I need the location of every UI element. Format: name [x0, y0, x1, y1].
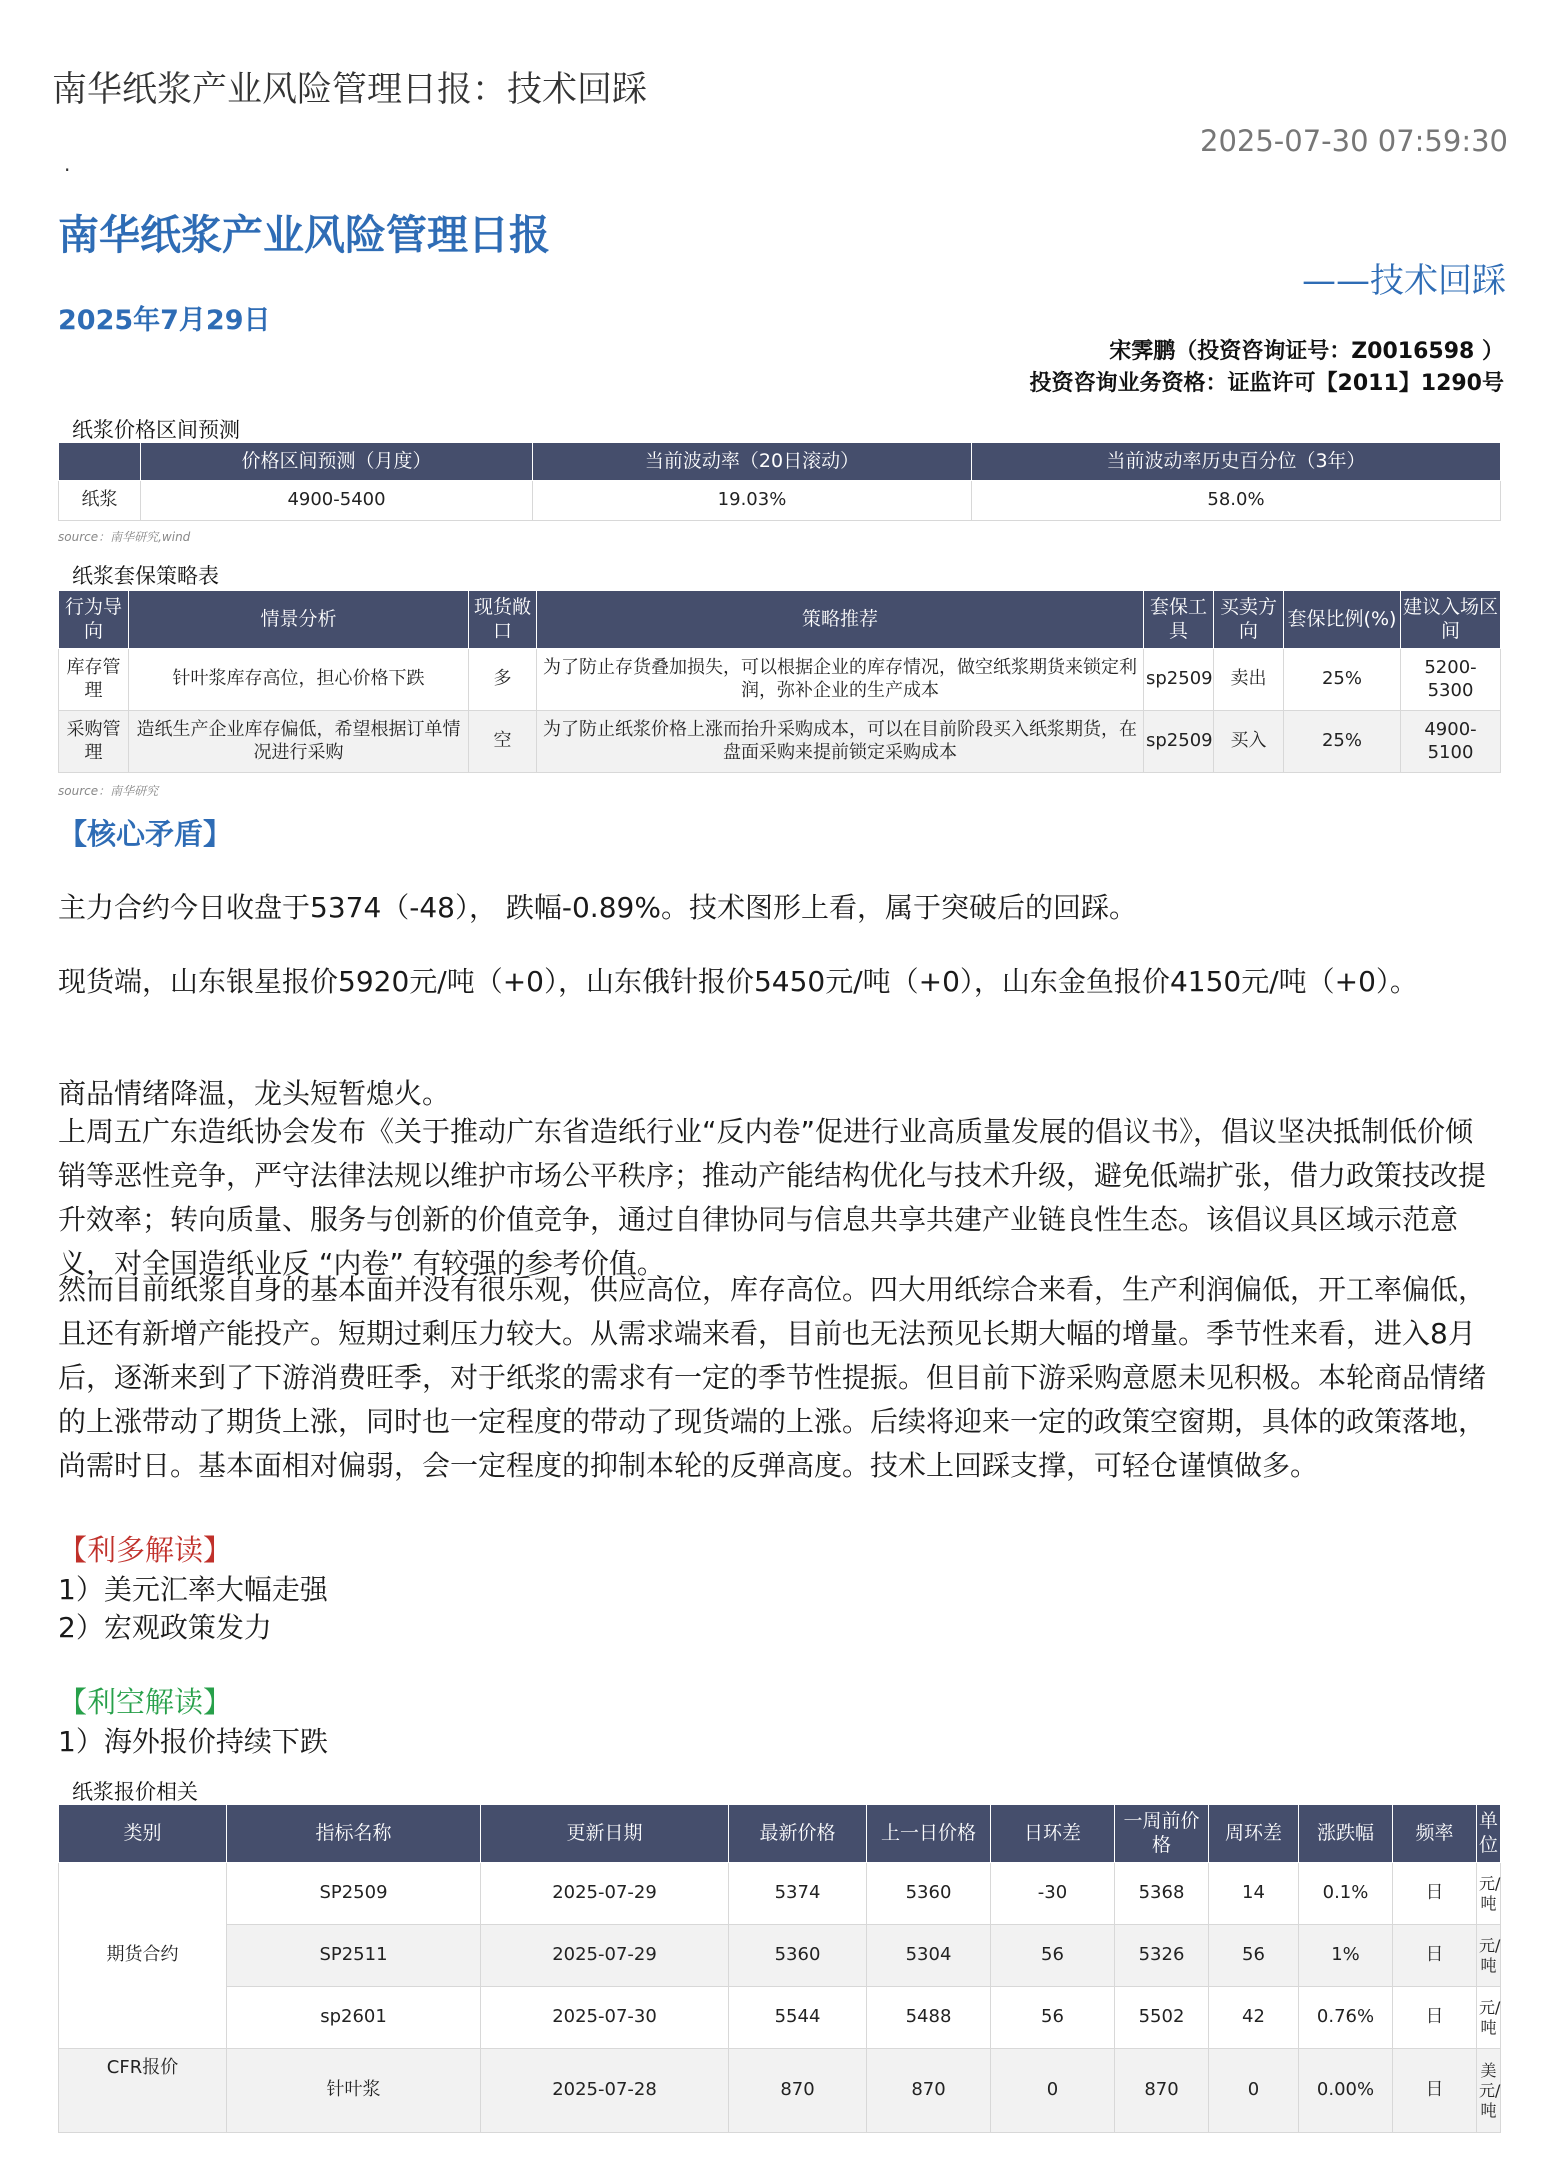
hedge-strategy-caption: 纸浆套保策略表 — [72, 564, 219, 588]
table-cell: 19.03% — [533, 481, 972, 521]
table-row — [59, 649, 1501, 711]
core-paragraph-5: 然而目前纸浆自身的基本面并没有很乐观，供应高位，库存高位。四大用纸综合来看，生产利润偏低，开工率偏低，且还有新增产能投产。短期过剩压力较大。从需求端来看，目前也无法预见长期大幅的增量。季节性来看，进入8月后，逐渐来到了下游消费旺季，对于纸浆的需求有一定的季节性提振。但目前下游采购意愿未见积极。本轮商品情绪的上涨带动了期货上涨，同时也一定程度的带动了现货端的上涨。后续将迎来一定的政策空窗期，具体的政策落地，尚需时日。基本面相对偏弱，会一定程度的抑制本轮的反弹高度。技术上回踩支撑，可轻仓谨慎做多。 — [58, 1273, 1487, 1482]
table-cell: 0.00% — [1299, 2049, 1393, 2133]
table-header-cell: 套保比例(%) — [1284, 591, 1401, 649]
table-row — [59, 1925, 1501, 1987]
bearish-heading: 【利空解读】 — [58, 1685, 233, 1719]
report-subtitle: ——技术回踩 — [1302, 261, 1506, 301]
table-cell: sp2601 — [227, 1987, 481, 2049]
table-cell: 2025-07-29 — [481, 1925, 729, 1987]
table-cell: 2025-07-29 — [481, 1863, 729, 1925]
table-cell: 元/吨 — [1477, 1925, 1501, 1987]
table-header-cell: 指标名称 — [227, 1805, 481, 1863]
table-cell: 5374 — [729, 1863, 867, 1925]
source-note: source：南华研究 — [58, 784, 159, 798]
table-header-cell: 套保工具 — [1144, 591, 1214, 649]
table-header-cell: 周环差 — [1209, 1805, 1299, 1863]
table-cell: 多 — [469, 649, 537, 711]
table-header-row — [59, 1805, 1501, 1863]
table-header-cell: 买卖方向 — [1214, 591, 1284, 649]
table-cell: 为了防止存货叠加损失，可以根据企业的库存情况，做空纸浆期货来锁定利润，弥补企业的生产成本 — [537, 649, 1144, 711]
table-header-cell: 一周前价格 — [1115, 1805, 1209, 1863]
table-cell: 元/吨 — [1477, 1863, 1501, 1925]
table-cell: 870 — [729, 2049, 867, 2133]
publish-timestamp: 2025-07-30 07:59:30 — [1200, 124, 1508, 158]
certification-line: 投资咨询业务资格：证监许可【2011】1290号 — [1029, 371, 1504, 396]
bearish-item: 1）海外报价持续下跌 — [58, 1725, 328, 1758]
table-cell: 纸浆 — [59, 481, 141, 521]
table-cell: 5200-5300 — [1401, 649, 1501, 711]
table-cell: 买入 — [1214, 711, 1284, 773]
table-row — [59, 711, 1501, 773]
table-cell: 0.1% — [1299, 1863, 1393, 1925]
table-header-cell: 单位 — [1477, 1805, 1501, 1863]
table-row — [59, 1863, 1501, 1925]
table-cell: 日 — [1393, 1863, 1477, 1925]
table-cell: 56 — [991, 1925, 1115, 1987]
author-line: 宋霁鹏（投资咨询证号：Z0016598 ） — [1109, 339, 1504, 364]
table-cell: 2025-07-30 — [481, 1987, 729, 2049]
table-cell: 库存管理 — [59, 649, 129, 711]
table-cell: 美元/吨 — [1477, 2049, 1501, 2133]
core-paragraph-2: 现货端，山东银星报价5920元/吨（+0），山东俄针报价5450元/吨（+0），山东金鱼报价4150元/吨（+0）。 — [58, 965, 1418, 998]
table-cell: sp2509 — [1144, 649, 1214, 711]
table-cell: 2025-07-28 — [481, 2049, 729, 2133]
table-cell: 14 — [1209, 1863, 1299, 1925]
table-cell: 56 — [1209, 1925, 1299, 1987]
table-header-cell: 最新价格 — [729, 1805, 867, 1863]
source-note: source：南华研究,wind — [58, 530, 191, 544]
price-range-caption: 纸浆价格区间预测 — [72, 418, 240, 442]
table-header-cell: 价格区间预测（月度） — [141, 443, 533, 481]
table-cell: 为了防止纸浆价格上涨而抬升采购成本，可以在目前阶段买入纸浆期货，在盘面采购来提前锁定采购成本 — [537, 711, 1144, 773]
table-cell: 采购管理 — [59, 711, 129, 773]
table-cell: 日 — [1393, 1987, 1477, 2049]
table-header-row — [59, 591, 1501, 649]
table-cell: 5488 — [867, 1987, 991, 2049]
table-cell: 5360 — [867, 1863, 991, 1925]
table-row — [59, 2049, 1501, 2133]
table-header-cell: 日环差 — [991, 1805, 1115, 1863]
pulp-quotes-caption: 纸浆报价相关 — [72, 1780, 198, 1804]
table-header-cell: 类别 — [59, 1805, 227, 1863]
table-header-cell: 上一日价格 — [867, 1805, 991, 1863]
category-cell: CFR报价 — [59, 2049, 227, 2133]
page-title: 南华纸浆产业风险管理日报：技术回踩 — [52, 70, 648, 110]
table-cell: 58.0% — [972, 481, 1501, 521]
bullish-item: 2）宏观政策发力 — [58, 1611, 272, 1644]
table-cell: SP2511 — [227, 1925, 481, 1987]
table-cell: 元/吨 — [1477, 1987, 1501, 2049]
table-cell: 日 — [1393, 1925, 1477, 1987]
core-paragraph-3: 商品情绪降温，龙头短暂熄火。 — [58, 1077, 451, 1110]
report-title: 南华纸浆产业风险管理日报 — [58, 211, 550, 259]
table-header-cell: 频率 — [1393, 1805, 1477, 1863]
table-cell: 5326 — [1115, 1925, 1209, 1987]
table-header-cell: 现货敞口 — [469, 591, 537, 649]
table-cell: 5360 — [729, 1925, 867, 1987]
table-header-cell: 更新日期 — [481, 1805, 729, 1863]
table-cell: 25% — [1284, 649, 1401, 711]
table-header-row — [59, 443, 1501, 481]
table-cell: 870 — [1115, 2049, 1209, 2133]
bullish-heading: 【利多解读】 — [58, 1533, 233, 1567]
bullish-item: 1）美元汇率大幅走强 — [58, 1573, 328, 1606]
table-cell: 0 — [1209, 2049, 1299, 2133]
table-header-cell: 涨跌幅 — [1299, 1805, 1393, 1863]
table-cell: 造纸生产企业库存偏低，希望根据订单情况进行采购 — [129, 711, 469, 773]
table-header-cell: 策略推荐 — [537, 591, 1144, 649]
pulp-quotes-table — [58, 1804, 1501, 2133]
table-cell: 卖出 — [1214, 649, 1284, 711]
table-cell: 针叶浆 — [227, 2049, 481, 2133]
table-header-cell: 行为导向 — [59, 591, 129, 649]
table-cell: 空 — [469, 711, 537, 773]
core-paragraph-1: 主力合约今日收盘于5374（-48）， 跌幅-0.89%。技术图形上看，属于突破后的回踩。 — [58, 891, 1137, 924]
table-cell: 针叶浆库存高位，担心价格下跌 — [129, 649, 469, 711]
table-cell: 0.76% — [1299, 1987, 1393, 2049]
table-header-cell: 建议入场区间 — [1401, 591, 1501, 649]
table-cell: 5502 — [1115, 1987, 1209, 2049]
table-cell: 870 — [867, 2049, 991, 2133]
bullet-dot: · — [64, 158, 71, 182]
table-cell: 5304 — [867, 1925, 991, 1987]
category-cell: 期货合约 — [59, 1863, 227, 2049]
table-row — [59, 481, 1501, 521]
table-cell: 56 — [991, 1987, 1115, 2049]
table-header-cell: 当前波动率历史百分位（3年） — [972, 443, 1501, 481]
table-cell: 4900-5100 — [1401, 711, 1501, 773]
table-header-cell: 当前波动率（20日滚动） — [533, 443, 972, 481]
table-cell: 0 — [991, 2049, 1115, 2133]
table-cell: SP2509 — [227, 1863, 481, 1925]
price-range-table — [58, 442, 1501, 521]
table-header-cell: 情景分析 — [129, 591, 469, 649]
table-cell: 5544 — [729, 1987, 867, 2049]
table-row — [59, 1987, 1501, 2049]
report-date: 2025年7月29日 — [58, 305, 271, 336]
table-cell: 25% — [1284, 711, 1401, 773]
table-cell: -30 — [991, 1863, 1115, 1925]
hedge-strategy-table — [58, 590, 1501, 773]
table-cell: 5368 — [1115, 1863, 1209, 1925]
table-header-cell — [59, 443, 141, 481]
table-cell: 日 — [1393, 2049, 1477, 2133]
table-cell: sp2509 — [1144, 711, 1214, 773]
table-cell: 42 — [1209, 1987, 1299, 2049]
core-paragraph-4: 上周五广东造纸协会发布《关于推动广东省造纸行业“反内卷”促进行业高质量发展的倡议书》，倡议坚决抵制低价倾销等恶性竞争，严守法律法规以维护市场公平秩序；推动产能结构优化与技术升级，避免低端扩张，借力政策技改提升效率；转向质量、服务与创新的价值竞争，通过自律协同与信息共享共建产业链良性生态。该倡议具区域示范意义，对全国造纸业反 “内卷” 有较强的参考价值。 — [58, 1115, 1487, 1280]
table-cell: 1% — [1299, 1925, 1393, 1987]
core-conflict-heading: 【核心矛盾】 — [58, 817, 233, 851]
table-cell: 4900-5400 — [141, 481, 533, 521]
